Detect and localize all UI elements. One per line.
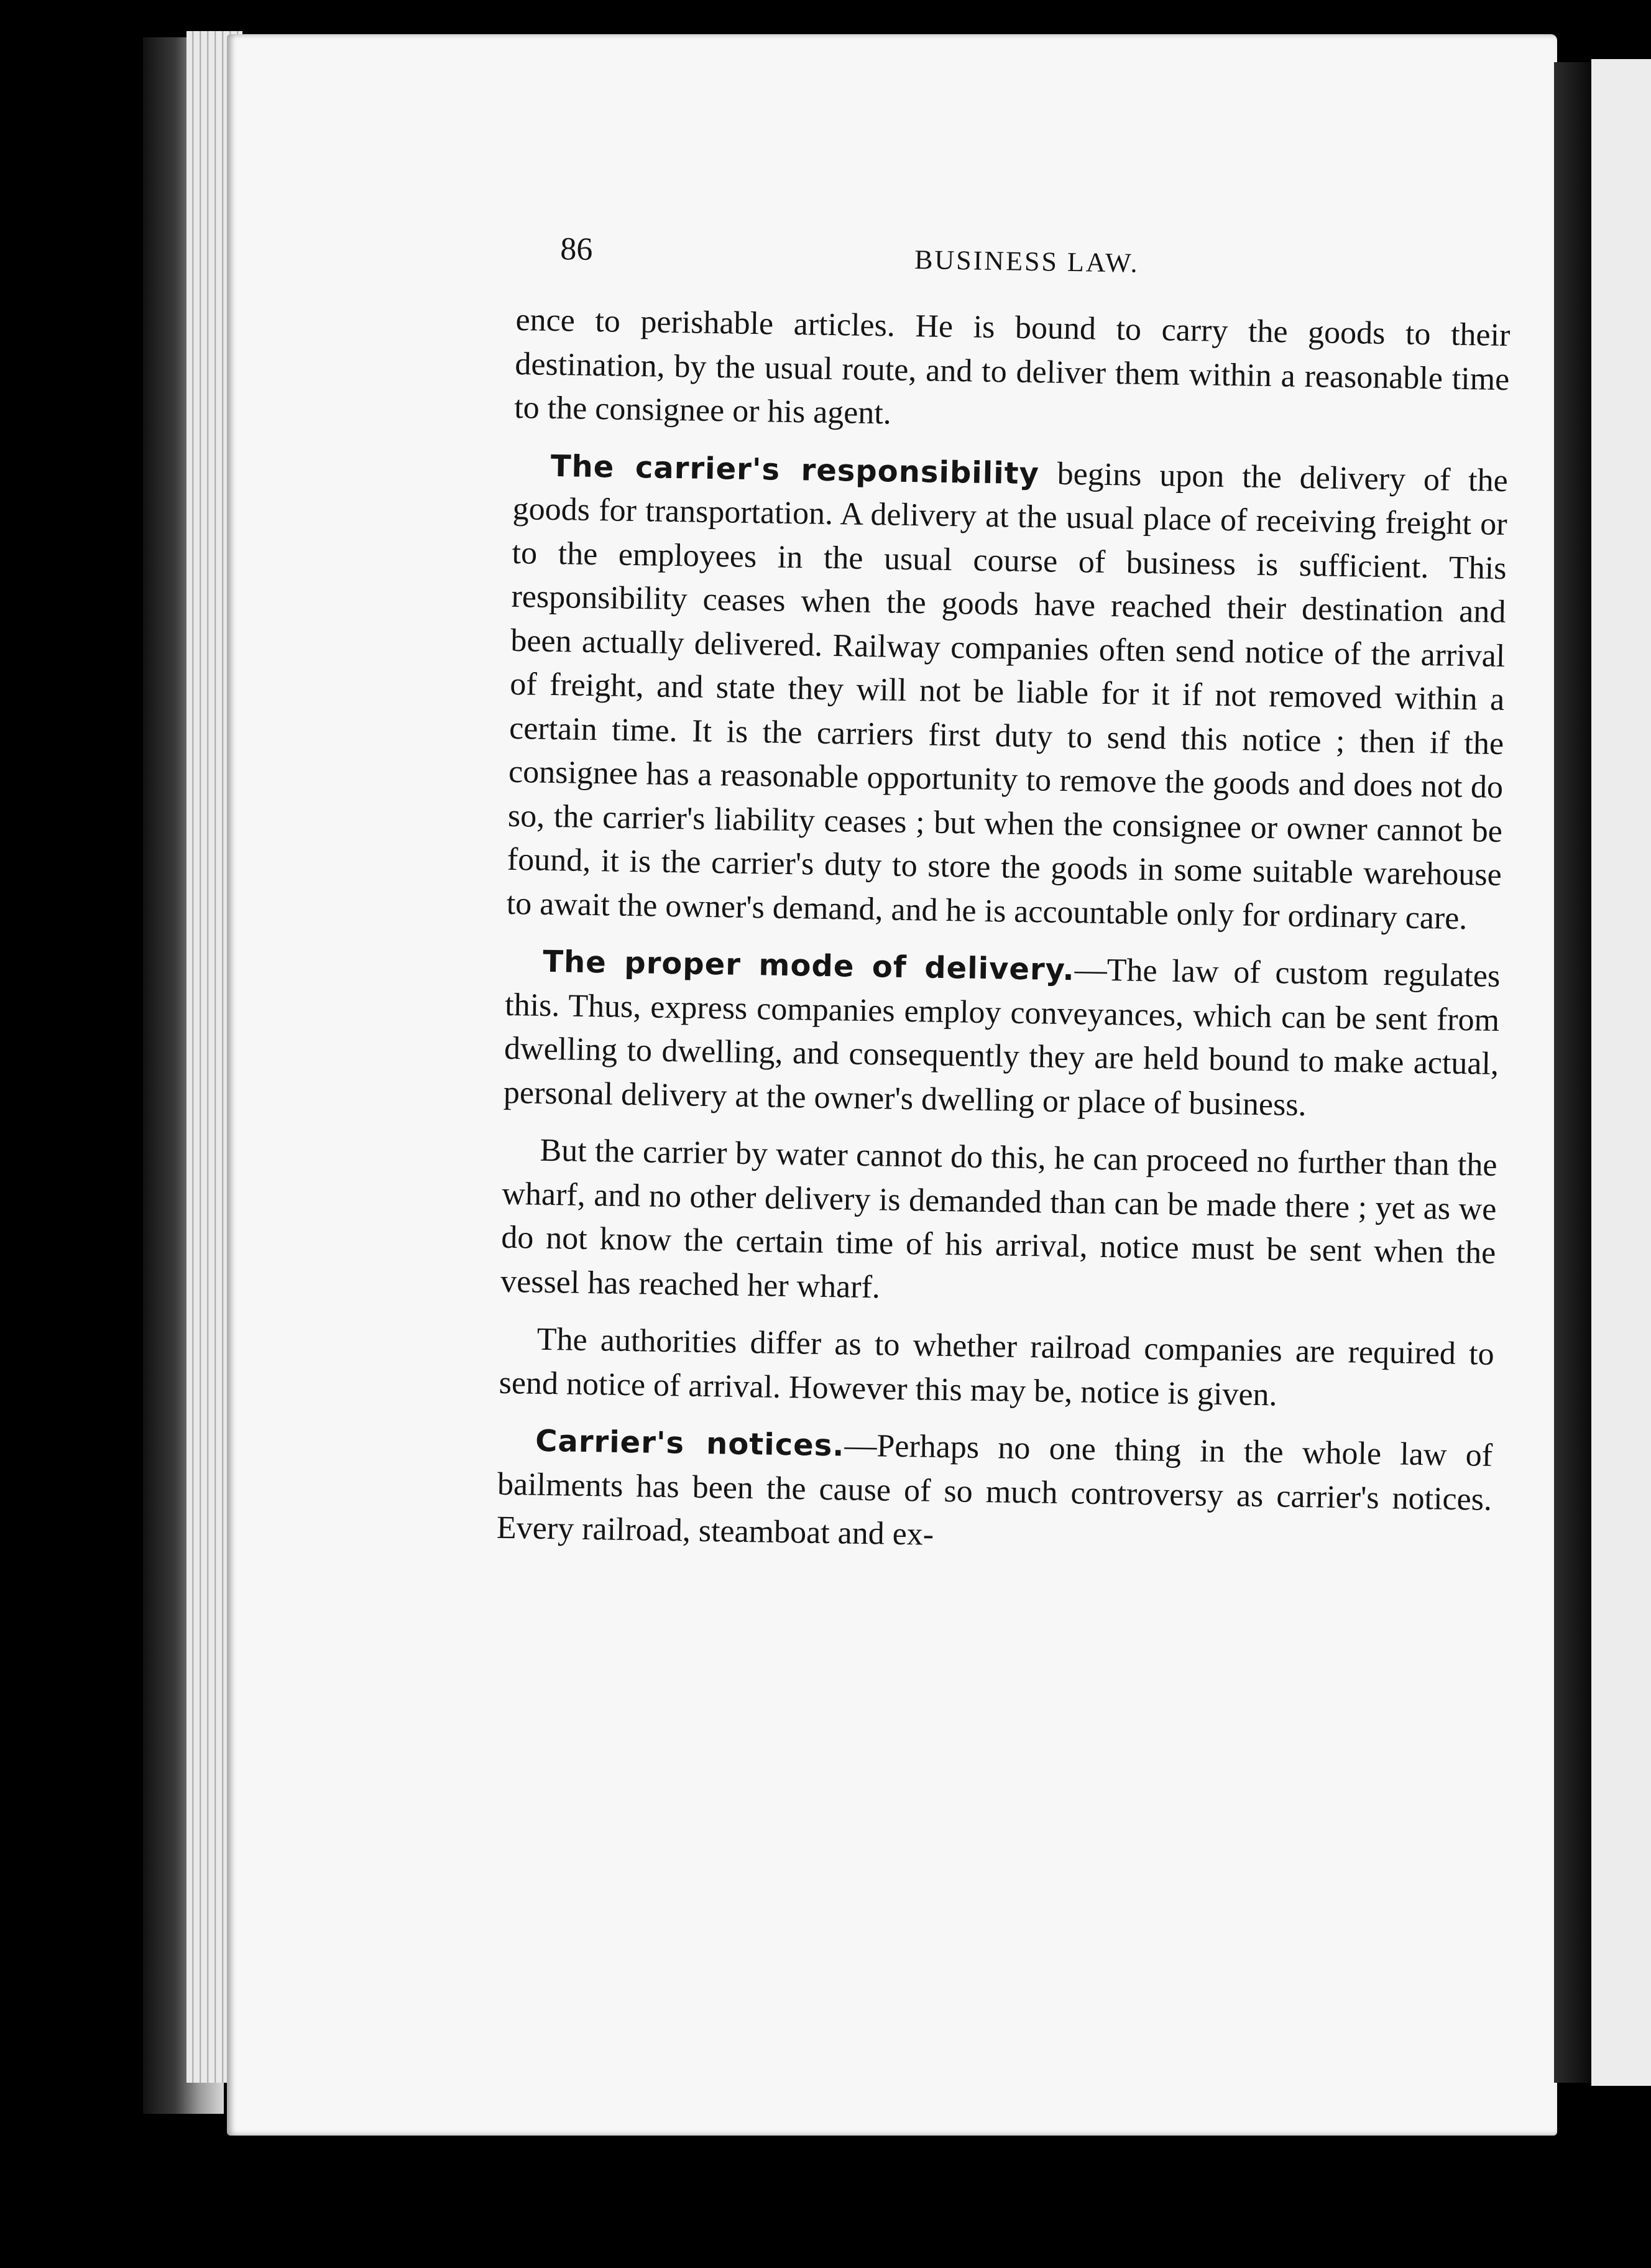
paragraph-text: begins upon the delivery of the goods for transportation. A delivery at the usual place of receiving freight or to the employees in the usual course of business is sufficient. This responsibility ceases when the goods have reached their destination and been actually delivered. Railway companies often send notice of the arrival of freight, and state they will not be liable for it if not removed within a certain time. It is the carriers first duty to send this notice ; then if the consignee has a reasonable opportunity to remove the goods and does not do so, the carrier's liability ceases ; but when the consignee or owner cannot be found, it is the carrier's duty to store the goods in some suitable warehouse to await the owner's demand, and he is accountable only for ordinary care. <box>506 455 1509 936</box>
paragraph-mode-of-delivery <box>503 939 1500 1130</box>
paragraph-text: But the carrier by water cannot do this, he can proceed no further than the wharf, and no other delivery is demanded than can be made there ; yet as we do not know the certain time of his arrival, notice must be sent when the vessel has reached her wharf. <box>500 1132 1497 1305</box>
paragraph-text: —Perhaps no one thing in the whole law of bailments has been the cause of so much controversy as carrier's notices. Every railroad, steamboat and ex- <box>496 1427 1493 1552</box>
paragraph-continued <box>514 298 1511 446</box>
paragraph-carrier-notices <box>496 1419 1492 1566</box>
paragraph-carrier-responsibility <box>506 443 1508 941</box>
book-binding <box>1554 62 1591 2083</box>
section-heading: The carrier's responsibility <box>550 448 1040 491</box>
paragraph-text: The authorities differ as to whether railroad companies are required to send notice of arrival. However this may be, notice is given. <box>499 1321 1495 1413</box>
paragraph-text: —The law of custom regulates this. Thus, express companies employ conveyances, which can be sent from dwelling to dwelling, and consequently they are held bound to make actual, personal delivery at the owner's dwelling or place of business. <box>503 952 1501 1123</box>
running-title: BUSINESS LAW. <box>914 244 1139 279</box>
paragraph-text: ence to perishable articles. He is bound to carry the goods to their destination, by the usual route, and to deliver them within a reasonable time to the consignee or his agent. <box>513 302 1511 431</box>
section-heading: Carrier's notices. <box>535 1423 845 1464</box>
paragraph-authorities <box>499 1317 1494 1421</box>
paragraph-carrier-by-water <box>500 1128 1497 1319</box>
page-number: 86 <box>559 231 593 267</box>
section-heading: The proper mode of delivery. <box>542 944 1075 988</box>
page-text <box>496 224 1512 1579</box>
facing-page-edge <box>1591 59 1651 2086</box>
